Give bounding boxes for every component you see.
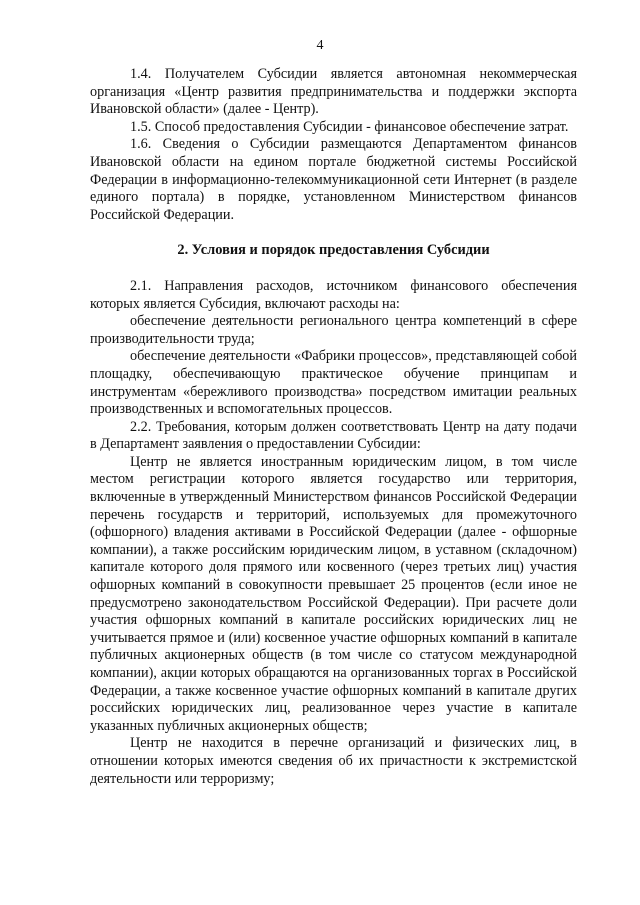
paragraph-2-1: 2.1. Направления расходов, источником финансового обеспечения которых является Субсидия, включают расходы на: <box>90 277 577 312</box>
document-body <box>90 66 577 788</box>
paragraph-1-4: 1.4. Получателем Субсидии является автономная некоммерческая организация «Центр развития предпринимательства и поддержки экспорта Ивановской области» (далее - Центр). <box>90 66 577 118</box>
section-heading: 2. Условия и порядок предоставления Субсидии <box>177 242 490 259</box>
page-number: 4 <box>316 38 324 53</box>
paragraph-expense-1: обеспечение деятельности регионального центра компетенций в сфере производительности труда; <box>90 313 577 347</box>
paragraph-2-2: 2.2. Требования, которым должен соответствовать Центр на дату подачи в Департамент заявления о предоставлении Субсидии: <box>90 418 577 453</box>
paragraph-expense-2: обеспечение деятельности «Фабрики процессов», представляющей собой площадку, обеспечивающую практическое обучение принципам и инструментам «бережливого производства» посредством имитации реальных производственных и вспомогательных процессов. <box>90 348 577 418</box>
paragraph-requirement-2: Центр не находится в перечне организаций и физических лиц, в отношении которых имеются сведения об их причастности к экстремистской деятельности или терроризму; <box>90 735 577 787</box>
paragraph-1-5: 1.5. Способ предоставления Субсидии - финансовое обеспечение затрат. <box>130 118 569 135</box>
paragraph-1-6: 1.6. Сведения о Субсидии размещаются Департаментом финансов Ивановской области на едином портале бюджетной системы Российской Федерации в информационно-телекоммуникационной сети Интернет (в разделе единого портала) в порядке, установленном Министерством финансов Российской Федерации. <box>90 136 577 223</box>
paragraph-requirement-1: Центр не является иностранным юридическим лицом, в том числе местом регистрации которого является государство или территория, включенные в утвержденный Министерством финансов Российской Федерации перечень государств и территорий, используемых для промежуточного (офшорного) владения активами в Российской Федерации (далее - офшорные компании), а также российским юридическим лицом, в уставном (складочном) капитале которого доля прямого или косвенного (через третьих лиц) участия офшорных компаний в совокупности превышает 25 процентов (если иное не предусмотрено законодательством Российской Федерации). При расчете доли участия офшорных компаний в капитале российских юридических лиц не учитывается прямое и (или) косвенное участие офшорных компаний в капитале публичных акционерных обществ (в том числе со статусом международной компании), акции которых обращаются на организованных торгах в Российской Федерации, а также косвенное участие офшорных компаний в капитале других российских юридических лиц, реализованное через участие в капитале указанных публичных акционерных обществ; <box>90 453 577 734</box>
